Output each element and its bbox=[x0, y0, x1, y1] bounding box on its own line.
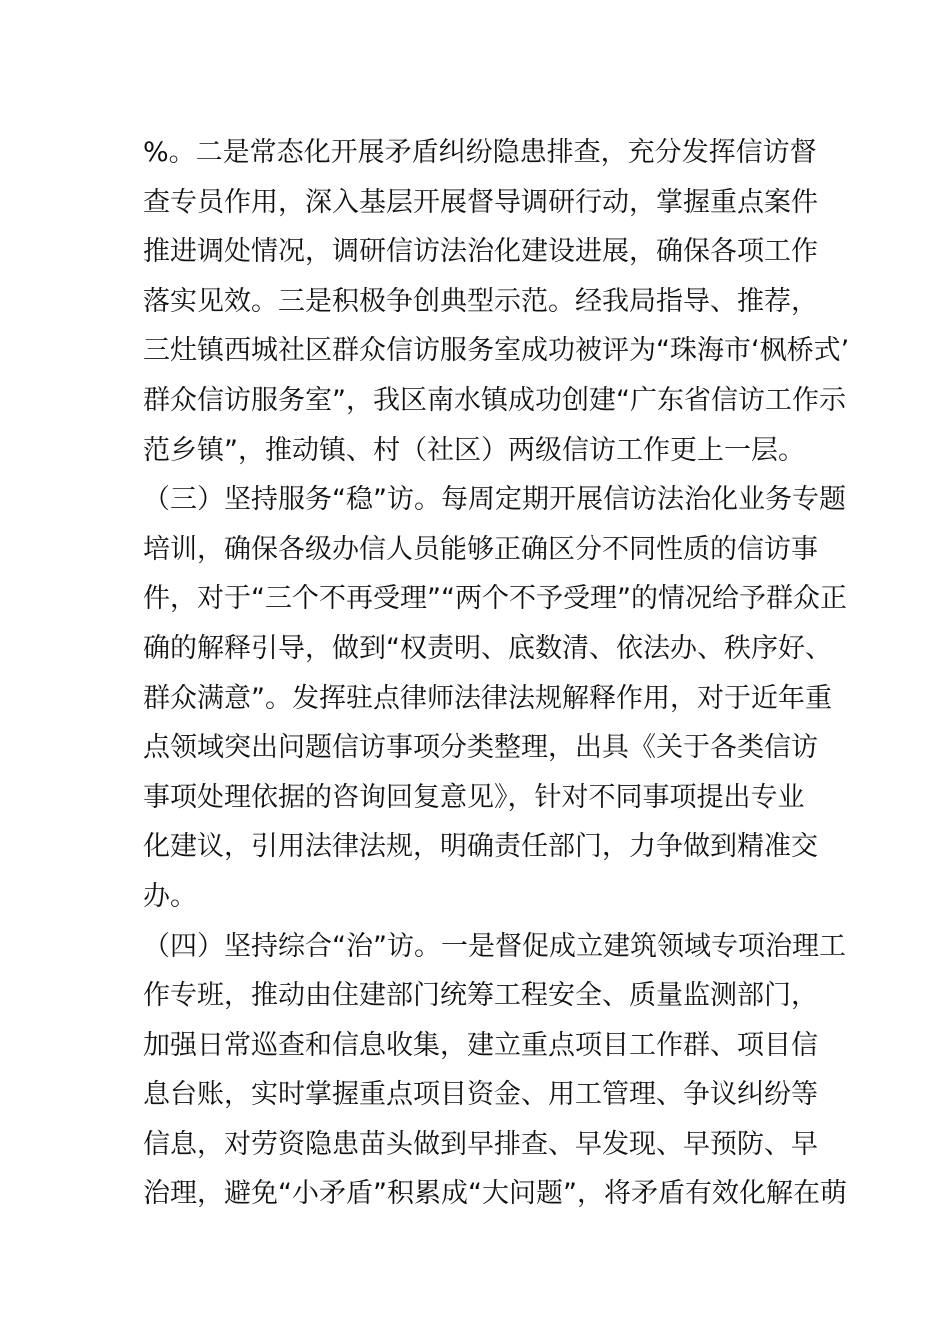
section-heading-line: （四）坚持综合“治”访。一是督促成立建筑领域专项治理工 bbox=[143, 930, 846, 962]
text-line: 点领域突出问题信访事项分类整理，出具《关于各类信访 bbox=[143, 732, 818, 764]
body-text bbox=[143, 128, 850, 1219]
text-line: %。二是常态化开展矛盾纠纷隐患排查，充分发挥信访督 bbox=[143, 137, 817, 168]
text-line: 群众信访服务室”，我区南水镇成功创建“广东省信访工作示 bbox=[143, 384, 846, 416]
text-line: 治理，避免“小矛盾”积累成“大问题”，将矛盾有效化解在萌 bbox=[143, 1178, 847, 1210]
text-line: 信息，对劳资隐患苗头做到早排查、早发现、早预防、早 bbox=[143, 1128, 818, 1160]
text-line: 化建议，引用法律法规，明确责任部门，力争做到精准交 bbox=[143, 831, 818, 863]
text-line: 查专员作用，深入基层开展督导调研行动，掌握重点案件 bbox=[143, 186, 818, 218]
text-line: 落实见效。三是积极争创典型示范。经我局指导、推荐， bbox=[143, 285, 818, 317]
text-line: 作专班，推动由住建部门统筹工程安全、质量监测部门， bbox=[143, 980, 818, 1012]
text-line: 加强日常巡查和信息收集，建立重点项目工作群、项目信 bbox=[143, 1029, 818, 1061]
text-line: 范乡镇”，推动镇、村（社区）两级信访工作更上一层。 bbox=[143, 434, 805, 466]
text-line: 群众满意”。发挥驻点律师法律法规解释作用，对于近年重 bbox=[143, 682, 832, 714]
text-line: 件，对于“三个不再受理”“两个不予受理”的情况给予群众正 bbox=[143, 583, 847, 615]
text-line: 确的解释引导，做到“权责明、底数清、依法办、秩序好、 bbox=[143, 632, 832, 664]
text-line: 息台账，实时掌握重点项目资金、用工管理、争议纠纷等 bbox=[143, 1079, 818, 1111]
text-line: 推进调处情况，调研信访法治化建设进展，确保各项工作 bbox=[143, 236, 818, 268]
text-line: 办。 bbox=[143, 880, 197, 912]
text-line: 培训，确保各级办信人员能够正确区分不同性质的信访事 bbox=[143, 533, 818, 565]
text-line: 三灶镇西城社区群众信访服务室成功被评为“珠海市‘枫桥式’ bbox=[143, 335, 850, 367]
text-line: 事项处理依据的咨询回复意见》，针对不同事项提出专业 bbox=[143, 781, 805, 813]
section-heading-line: （三）坚持服务“稳”访。每周定期开展信访法治化业务专题 bbox=[143, 484, 846, 516]
